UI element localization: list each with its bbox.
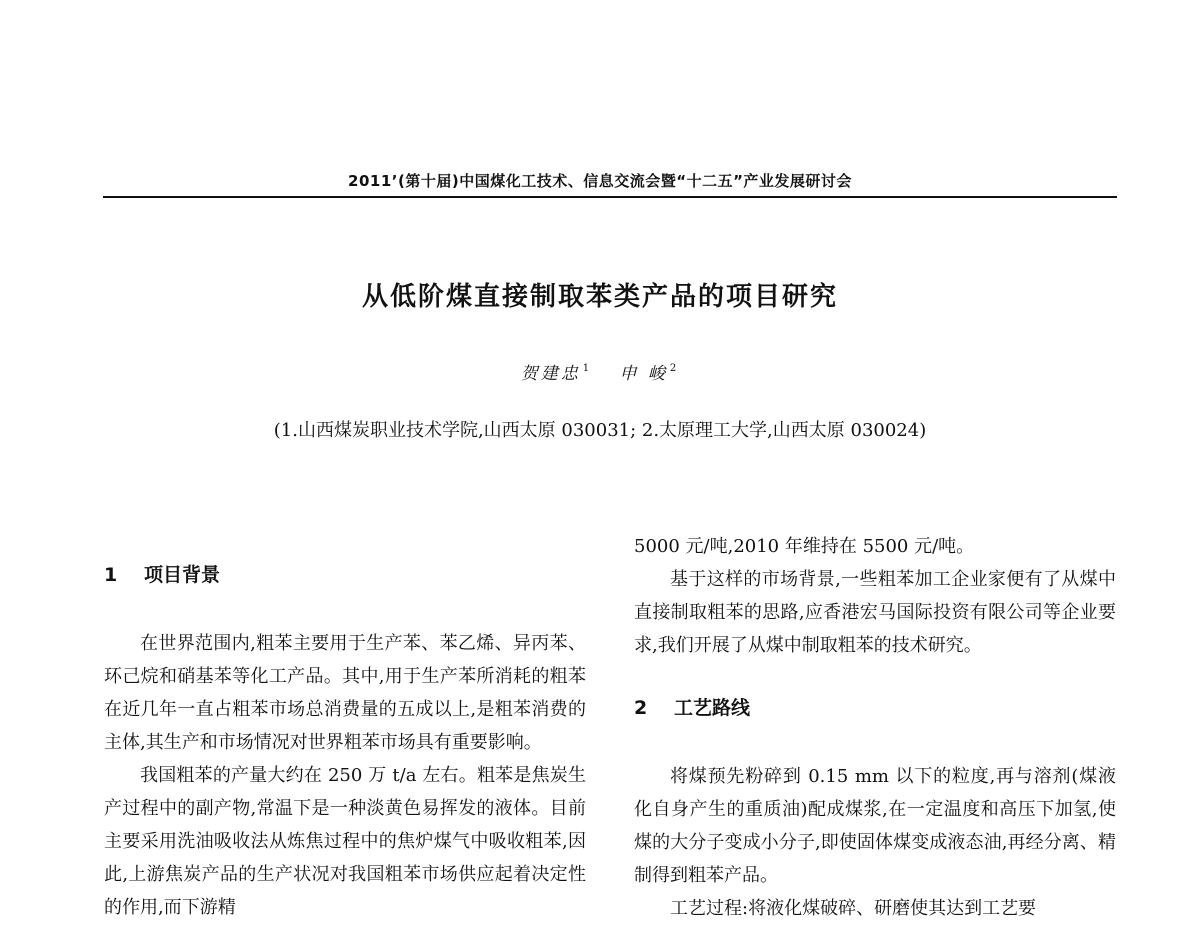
paragraph-1: 在世界范围内,粗苯主要用于生产苯、苯乙烯、异丙苯、环己烷和硝基苯等化工产品。其中,用于生产苯所消耗的粗苯在近几年一直占粗苯市场总消费量的五成以上,是粗苯消费的主体,其生产和市场情况对世界粗苯市场具有重要影响。	[104, 633, 586, 753]
author-2-name: 申 峻	[619, 364, 668, 384]
section-1-number: 1	[104, 564, 118, 586]
conference-header: 2011’(第十届)中国煤化工技术、信息交流会暨“十二五”产业发展研讨会	[348, 172, 852, 190]
header-rule	[103, 196, 1117, 198]
author-1	[521, 359, 592, 384]
paragraph-2: 我国粗苯的产量大约在 250 万 t/a 左右。粗苯是焦炭生产过程中的副产物,常温下是一种淡黄色易挥发的液体。目前主要采用洗油吸收法从炼焦过程中的焦炉煤气中吸收粗苯,因此,上游焦炭产品的生产状况对我国粗苯市场供应起着决定性的作用,而下游精	[104, 765, 586, 918]
section-1-title: 项目背景	[144, 564, 221, 586]
paragraph-5: 工艺过程:将液化煤破碎、研磨使其达到工艺要	[670, 898, 1037, 919]
author-1-name: 贺建忠	[520, 364, 581, 384]
affiliation-line: (1.山西煤炭职业技术学院,山西太原 030031; 2.太原理工大学,山西太原 030024)	[273, 420, 927, 441]
paragraph-3: 基于这样的市场背景,一些粗苯加工企业家便有了从煤中直接制取粗苯的思路,应香港宏马国际投资有限公司等企业要求,我们开展了从煤中制取粗苯的技术研究。	[634, 569, 1116, 656]
paper-title: 从低阶煤直接制取苯类产品的项目研究	[361, 282, 838, 312]
author-line	[0, 359, 1200, 384]
author-2	[620, 359, 680, 384]
author-1-affiliation-mark: 1	[582, 363, 593, 374]
paragraph-4: 将煤预先粉碎到 0.15 mm 以下的粒度,再与溶剂(煤液化自身产生的重质油)配成煤浆,在一定温度和高压下加氢,使煤的大分子变成小分子,即使固体煤变成液态油,再经分离、精制得到粗苯产品。	[634, 766, 1116, 886]
section-1-heading	[104, 557, 586, 593]
author-2-affiliation-mark: 2	[669, 363, 680, 374]
paragraph-continued: 5000 元/吨,2010 年维持在 5500 元/吨。	[634, 536, 975, 557]
right-column	[634, 530, 1116, 952]
section-2-heading	[634, 690, 1116, 726]
section-2-number: 2	[634, 697, 648, 719]
section-2-title: 工艺路线	[674, 697, 751, 719]
left-column	[104, 530, 586, 952]
